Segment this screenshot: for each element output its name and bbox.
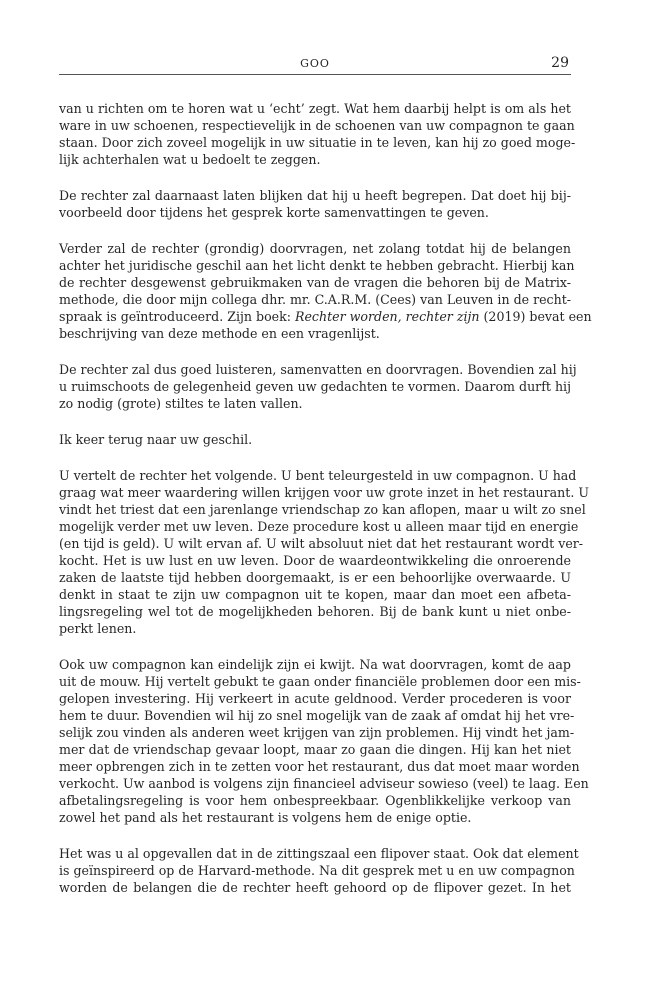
text-line: afbetalingsregeling is voor hem onbespreekbaar. Ogenblikkelijke verkoop van bbox=[59, 793, 571, 808]
text-run: spraak is geïntroduceerd. Zijn boek: bbox=[59, 309, 295, 324]
text-line: vindt het triest dat een jarenlange vriendschap zo kan aflopen, maar u wilt zo snel bbox=[59, 502, 586, 517]
running-title: GOO bbox=[300, 57, 330, 70]
text-line: de rechter desgewenst gebruikmaken van de vragen die behoren bij de Matrix- bbox=[59, 275, 571, 290]
text-line: lingsregeling wel tot de mogelijkheden behoren. Bij de bank kunt u niet onbe- bbox=[59, 604, 571, 619]
text-line: De rechter zal dus goed luisteren, samenvatten en doorvragen. Bovendien zal hij bbox=[59, 362, 577, 377]
text-line: U vertelt de rechter het volgende. U bent teleurgesteld in uw compagnon. U had bbox=[59, 468, 577, 483]
paragraph bbox=[59, 656, 589, 826]
text-line: achter het juridische geschil aan het licht denkt te hebben gebracht. Hierbij kan bbox=[59, 258, 575, 273]
book-title: Rechter worden, rechter zijn bbox=[295, 309, 480, 324]
paragraph bbox=[59, 361, 577, 412]
running-header bbox=[59, 56, 571, 75]
text-line: perkt lenen. bbox=[59, 621, 137, 636]
paragraph bbox=[59, 100, 576, 168]
text-line: Ik keer terug naar uw geschil. bbox=[59, 432, 253, 447]
text-line: zowel het pand als het restaurant is volgens hem de enige optie. bbox=[59, 810, 472, 825]
text-line: selijk zou vinden als anderen weet krijgen van zijn problemen. Hij vindt het jam- bbox=[59, 725, 575, 740]
text-line bbox=[59, 308, 592, 325]
paragraph bbox=[59, 431, 571, 448]
text-line: kocht. Het is uw lust en uw leven. Door de waardeontwikkeling die onroerende bbox=[59, 553, 571, 568]
text-line: verkocht. Uw aanbod is volgens zijn financieel adviseur sowieso (veel) te laag. Een bbox=[59, 776, 589, 791]
text-run: (2019) bevat een bbox=[479, 309, 592, 324]
text-line: voorbeeld door tijdens het gesprek korte samenvattingen te geven. bbox=[59, 205, 489, 220]
text-line: u ruimschoots de gelegenheid geven uw gedachten te vormen. Daarom durft hij bbox=[59, 379, 571, 394]
text-line: (en tijd is geld). U wilt ervan af. U wilt absoluut niet dat het restaurant wordt ver- bbox=[59, 536, 584, 551]
page-number: 29 bbox=[551, 55, 569, 71]
text-line: staan. Door zich zoveel mogelijk in uw situatie in te leven, kan hij zo goed moge- bbox=[59, 135, 576, 150]
text-line: De rechter zal daarnaast laten blijken dat hij u heeft begrepen. Dat doet hij bij- bbox=[59, 188, 571, 203]
text-line: worden de belangen die de rechter heeft gehoord op de flipover gezet. In het bbox=[59, 880, 571, 895]
text-line: graag wat meer waardering willen krijgen voor uw grote inzet in het restaurant. U bbox=[59, 485, 589, 500]
text-line: mer dat de vriendschap gevaar loopt, maar zo gaan die dingen. Hij kan het niet bbox=[59, 742, 571, 757]
text-line: Verder zal de rechter (grondig) doorvragen, net zolang totdat hij de belangen bbox=[59, 241, 571, 256]
paragraph bbox=[59, 240, 592, 342]
text-line: zaken de laatste tijd hebben doorgemaakt, is er een behoorlijke overwaarde. U bbox=[59, 570, 571, 585]
paragraph bbox=[59, 845, 579, 896]
text-line: ware in uw schoenen, respectievelijk in de schoenen van uw compagnon te gaan bbox=[59, 118, 575, 133]
text-line: zo nodig (grote) stiltes te laten vallen. bbox=[59, 396, 303, 411]
paragraph bbox=[59, 467, 589, 637]
text-line: Het was u al opgevallen dat in de zittingszaal een flipover staat. Ook dat element bbox=[59, 846, 579, 861]
body-text bbox=[59, 100, 592, 915]
text-line: mogelijk verder met uw leven. Deze procedure kost u alleen maar tijd en energie bbox=[59, 519, 579, 534]
text-line: Ook uw compagnon kan eindelijk zijn ei kwijt. Na wat doorvragen, komt de aap bbox=[59, 657, 571, 672]
text-line: uit de mouw. Hij vertelt gebukt te gaan onder financiële problemen door een mis- bbox=[59, 674, 581, 689]
text-line: meer opbrengen zich in te zetten voor het restaurant, dus dat moet maar worden bbox=[59, 759, 580, 774]
text-line: van u richten om te horen wat u ‘echt’ zegt. Wat hem daarbij helpt is om als het bbox=[59, 101, 571, 116]
text-line: lijk achterhalen wat u bedoelt te zeggen. bbox=[59, 152, 321, 167]
text-line: methode, die door mijn collega dhr. mr. C.A.R.M. (Cees) van Leuven in de recht- bbox=[59, 292, 572, 307]
text-line: is geïnspireerd op de Harvard-methode. Na dit gesprek met u en uw compagnon bbox=[59, 863, 575, 878]
text-line: denkt in staat te zijn uw compagnon uit te kopen, maar dan moet een afbeta- bbox=[59, 587, 571, 602]
paragraph bbox=[59, 187, 571, 221]
text-line: gelopen investering. Hij verkeert in acute geldnood. Verder procederen is voor bbox=[59, 691, 571, 706]
text-line: beschrijving van deze methode en een vragenlijst. bbox=[59, 326, 380, 341]
text-line: hem te duur. Bovendien wil hij zo snel mogelijk van de zaak af omdat hij het vre- bbox=[59, 708, 575, 723]
